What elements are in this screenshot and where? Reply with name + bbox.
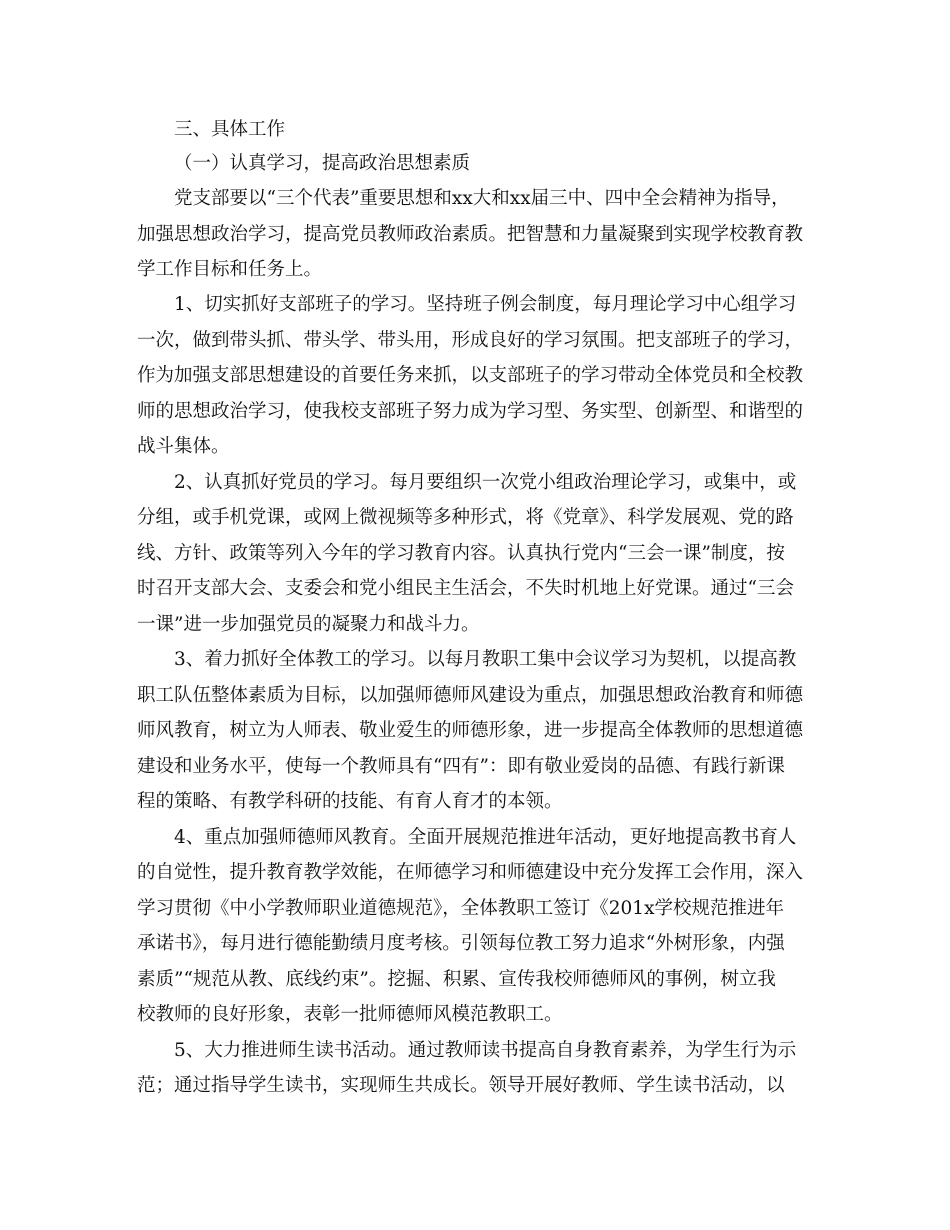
section-heading: 三、具体工作 [174,119,286,140]
paragraph-line: 建设和业务水平，使每一个教师具有“四有”：即有敬业爱岗的品德、有践行新课 [137,756,785,777]
paragraph-line: 职工队伍整体素质为目标，以加强师德师风建设为重点，加强思想政治教育和师德 [137,685,804,706]
paragraph-line: 程的策略、有教学科研的技能、有育人育才的本领。 [137,791,563,812]
paragraph-line: 战斗集体。 [137,436,230,457]
paragraph-line: 加强思想政治学习，提高党员教师政治素质。把智慧和力量凝聚到实现学校教育教 [137,224,804,245]
paragraph-line: 分组，或手机党课，或网上微视频等多种形式，将《党章》、科学发展观、党的路 [137,507,794,528]
paragraph-line: 5、大力推进师生读书活动。通过教师读书提高自身教育素养，为学生行为示 [174,1040,797,1061]
paragraph-line: 作为加强支部思想建设的首要任务来抓，以支部班子的学习带动全体党员和全校教 [137,365,804,386]
paragraph-line: 的自觉性，提升教育教学效能，在师德学习和师德建设中充分发挥工会作用，深入 [137,862,804,883]
paragraph-line: 承诺书》，每月进行德能勤绩月度考核。引领每位教工努力追求“外树形象，内强 [137,933,785,954]
paragraph-line: 学工作目标和任务上。 [137,259,323,280]
paragraph-line: 学习贯彻《中小学教师职业道德规范》，全体教职工签订《201x学校规范推进年 [137,898,784,919]
paragraph-line: 师的思想政治学习，使我校支部班子努力成为学习型、务实型、创新型、和谐型的 [137,401,804,422]
paragraph-line: 师风教育，树立为人师表、敬业爱生的师德形象，进一步提高全体教师的思想道德 [137,720,804,741]
paragraph-line: 线、方针、政策等列入今年的学习教育内容。认真执行党内“三会一课”制度，按 [137,543,785,564]
paragraph-line: 3、着力抓好全体教工的学习。以每月教职工集中会议学习为契机，以提高教 [174,649,797,670]
paragraph-line: 时召开支部大会、支委会和党小组民主生活会，不失时机地上好党课。通过“三会 [137,578,794,599]
paragraph-line: 素质”“规范从教、底线约束”。挖掘、积累、宣传我校师德师风的事例，树立我 [137,969,776,990]
paragraph-line: 范；通过指导学生读书，实现师生共成长。领导开展好教师、学生读书活动，以 [137,1075,785,1096]
subsection-heading: （一）认真学习，提高政治思想素质 [174,153,471,174]
paragraph-line: 党支部要以“三个代表”重要思想和xx大和xx届三中、四中全会精神为指导， [174,188,790,209]
paragraph-line: 1、切实抓好支部班子的学习。坚持班子例会制度，每月理论学习中心组学习 [174,294,797,315]
paragraph-line: 一课”进一步加强党员的凝聚力和战斗力。 [137,614,480,635]
paragraph-line: 校教师的良好形象，表彰一批师德师风模范教职工。 [137,1004,563,1025]
paragraph-line: 一次，做到带头抓、带头学、带头用，形成良好的学习氛围。把支部班子的学习， [137,330,804,351]
paragraph-line: 4、重点加强师德师风教育。全面开展规范推进年活动，更好地提高教书育人 [174,827,797,848]
paragraph-line: 2、认真抓好党员的学习。每月要组织一次党小组政治理论学习，或集中，或 [174,472,797,493]
